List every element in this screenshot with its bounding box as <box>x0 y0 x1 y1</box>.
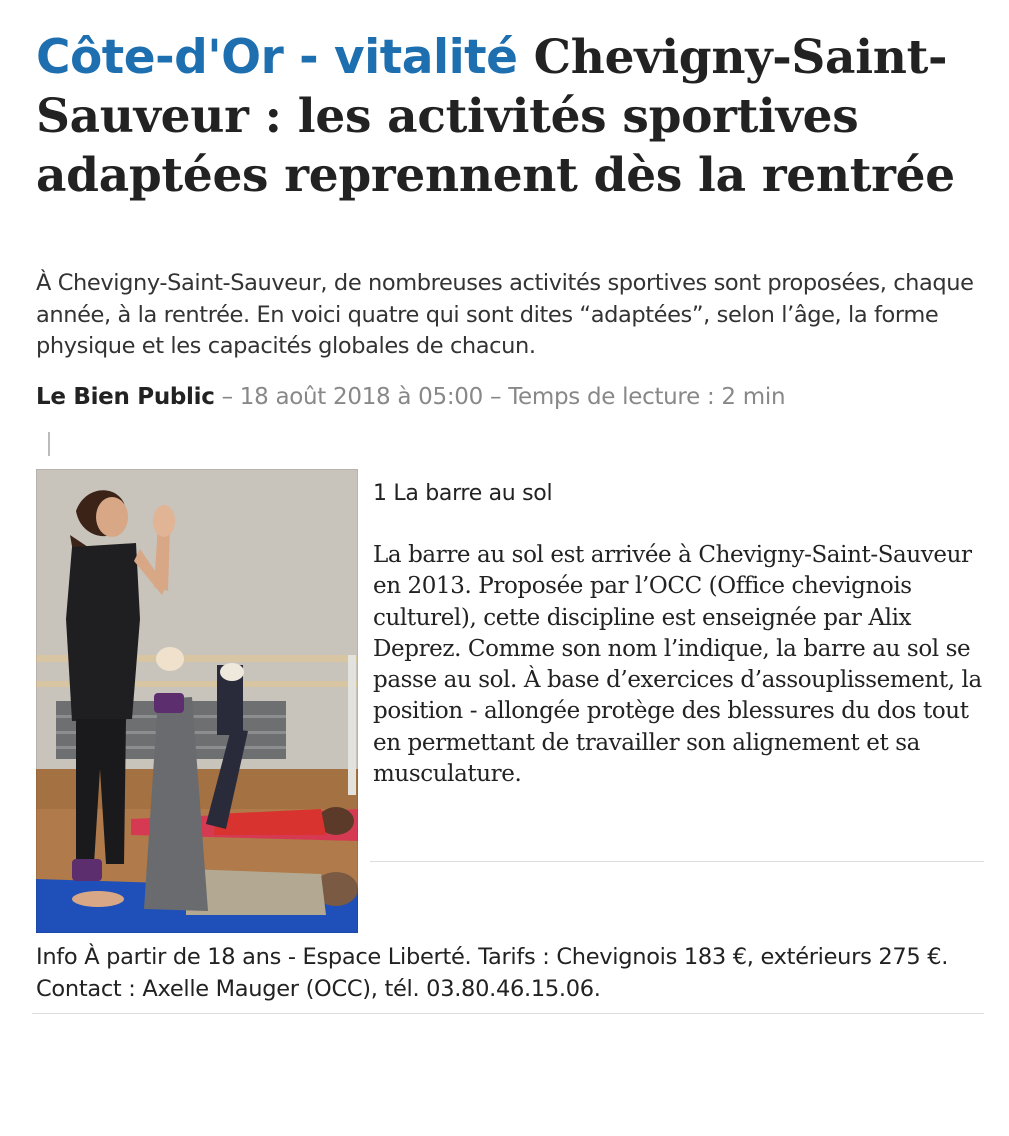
photo-instructor-ankle-weight <box>72 859 102 881</box>
share-bar-divider <box>48 432 50 456</box>
kicker-label[interactable]: Côte-d'Or - vitalité <box>36 30 518 85</box>
photo-person-back-foot <box>220 663 244 681</box>
article-headline <box>36 28 976 205</box>
byline-reading-time: Temps de lecture : 2 min <box>508 384 786 410</box>
section-info: Info À partir de 18 ans - Espace Liberté. Tarifs : Chevignois 183 €, extérieurs 275 €. Contact : Axelle Mauger (OCC), tél. 03.80.46.15.06. <box>36 944 949 1002</box>
photo-instructor-feet <box>72 891 124 907</box>
article-title: Chevigny-Saint-Sauveur : les activités sportives adaptées reprennent dès la rentrée <box>36 30 955 203</box>
byline-date: – 18 août 2018 à 05:00 – <box>214 384 509 410</box>
photo-instructor-face <box>96 497 128 537</box>
byline-source[interactable]: Le Bien Public <box>36 384 215 410</box>
photo-instructor-torso <box>66 543 140 721</box>
section-title: 1 La barre au sol <box>373 481 553 506</box>
photo-barre-post <box>348 655 356 795</box>
photo-ankle-weight <box>154 693 184 713</box>
article-divider <box>32 1013 984 1014</box>
photo-instructor-hands <box>153 505 175 537</box>
photo-person-front-feet <box>156 647 184 671</box>
section-body: La barre au sol est arrivée à Chevigny-Saint-Sauveur en 2013. Proposée par l’OCC (Office chevignois culturel), cette discipline est enseignée par Alix Deprez. Comme son nom l’indique, la barre au sol se passe au sol. À base d’exercices d’assouplissement, la position - allongée protège des blessures du dos tout en permettant de travailler son alignement et sa musculature. <box>373 542 982 788</box>
article-lead: À Chevigny-Saint-Sauveur, de nombreuses activités sportives sont proposées, chaque année, à la rentrée. En voici quatre qui sont dites “adaptées”, selon l’âge, la forme physique et les capacités globales de chacun. <box>36 270 974 359</box>
photo-illustration <box>36 469 358 933</box>
section-divider <box>370 861 984 862</box>
article-photo[interactable] <box>36 469 358 933</box>
byline <box>36 380 785 414</box>
